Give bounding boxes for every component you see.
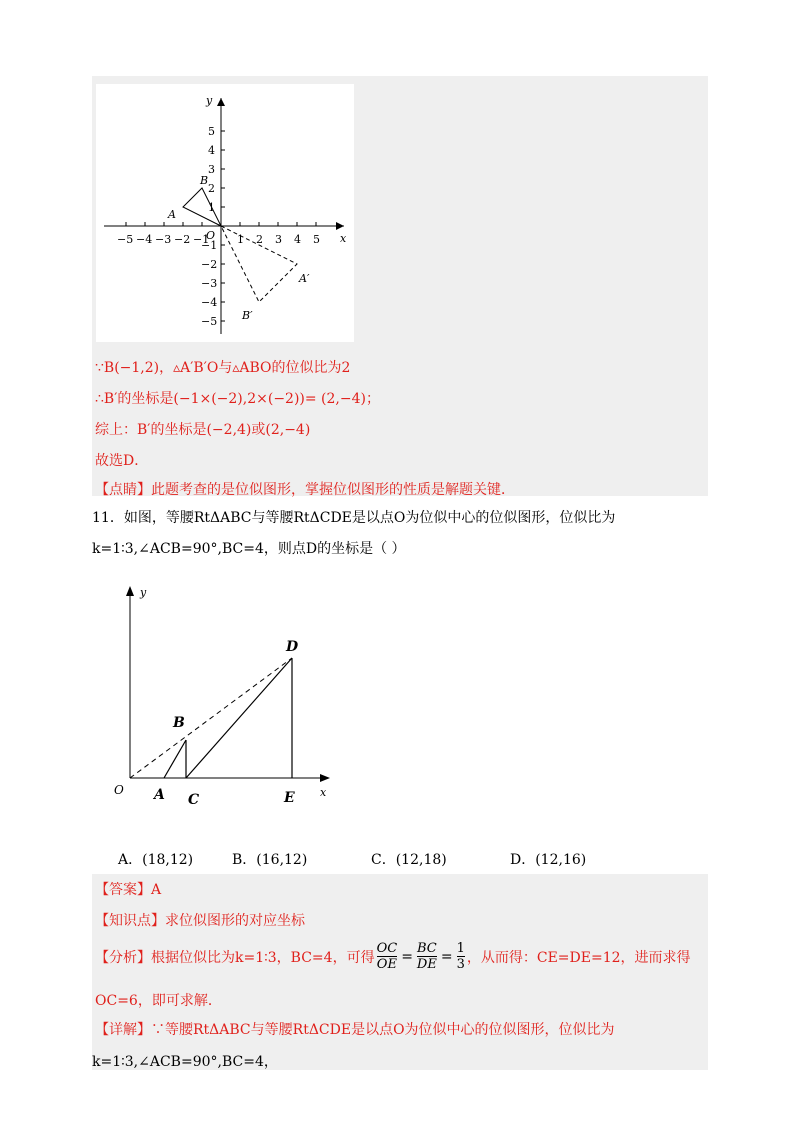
- point-e-label: E: [284, 790, 295, 806]
- option-a[interactable]: A．(18,12): [118, 852, 194, 868]
- x-tick: 4: [294, 233, 301, 246]
- y-tick: 1: [208, 201, 215, 214]
- x-tick: −3: [155, 233, 172, 246]
- point-a-prime-label: A′: [299, 272, 310, 285]
- coordinate-plane-svg: [96, 84, 354, 342]
- fraction-one-third: [457, 941, 465, 972]
- x-tick: −2: [174, 233, 191, 246]
- x-tick: 5: [313, 233, 320, 246]
- x-tick: 1: [237, 233, 244, 246]
- y-tick: −5: [201, 315, 218, 328]
- fraction-denominator: DE: [416, 957, 437, 972]
- point-o-label: O: [114, 783, 124, 797]
- solution-line-3: 综上：B′的坐标是(−2,4)或(2,−4): [95, 422, 311, 438]
- fraction-denominator: OE: [376, 957, 397, 972]
- point-b-label: B: [200, 174, 209, 187]
- solution-comment: 【点睛】此题考查的是位似图形，掌握位似图形的性质是解题关键．: [95, 482, 515, 498]
- fraction-equation: [375, 941, 467, 972]
- analysis-line-2: OC=6，即可求解．: [95, 993, 222, 1009]
- shaded-block-bottom: [92, 874, 708, 1070]
- fraction-numerator: BC: [417, 941, 437, 956]
- question-line-2: k=1∶3,∠ACB=90°,BC=4，则点D的坐标是（ ）: [92, 541, 406, 557]
- similar-triangles-figure: [108, 580, 338, 810]
- y-tick: −2: [201, 258, 218, 271]
- option-b[interactable]: B．(16,12): [232, 852, 308, 868]
- solution-line-2: ∴B′的坐标是(−1×(−2),2×(−2))= (2,−4)；: [95, 391, 380, 407]
- equals-sign: =: [440, 948, 453, 965]
- solution-line-4: 故选D．: [95, 453, 149, 469]
- point-b-label: B: [173, 715, 185, 731]
- analysis-line-1: [95, 941, 691, 972]
- y-tick: 5: [208, 125, 215, 138]
- point-b-prime-label: B′: [242, 309, 253, 322]
- fraction-bc-de: [417, 941, 437, 972]
- analysis-suffix: ，从而得：CE=DE=12，进而求得: [466, 949, 691, 966]
- similar-triangles-svg: [108, 580, 338, 810]
- x-axis-label: x: [340, 232, 347, 245]
- detail-line-1: 【详解】∵等腰RtΔABC与等腰RtΔCDE是以点O为位似中心的位似图形，位似比为: [95, 1022, 615, 1038]
- point-a-label: A: [154, 787, 165, 803]
- x-tick: −5: [117, 233, 134, 246]
- point-c-label: C: [188, 792, 200, 808]
- question-line-1: 11．如图，等腰RtΔABC与等腰RtΔCDE是以点O为位似中心的位似图形，位似比为: [92, 510, 616, 526]
- point-d-label: D: [286, 639, 299, 655]
- fraction-numerator: OC: [376, 941, 398, 956]
- x-tick: −1: [193, 233, 210, 246]
- analysis-prefix: 【分析】根据位似比为k=1∶3，BC=4，可得: [95, 949, 375, 966]
- x-tick: 3: [275, 233, 282, 246]
- y-tick: 3: [208, 163, 215, 176]
- y-axis-label: y: [206, 94, 213, 107]
- coordinate-figure-1: [96, 84, 354, 342]
- triangle-abo: [183, 188, 221, 226]
- option-d[interactable]: D．(12,16): [510, 852, 587, 868]
- y-tick: 2: [208, 182, 215, 195]
- knowledge-point: 【知识点】求位似图形的对应坐标: [95, 913, 305, 929]
- x-tick: −4: [136, 233, 153, 246]
- y-tick: −3: [201, 277, 218, 290]
- point-a-label: A: [168, 208, 176, 221]
- fraction-oc-oe: [377, 941, 398, 972]
- x-axis-label: x: [320, 786, 327, 799]
- y-tick: −4: [201, 296, 218, 309]
- x-tick: 2: [256, 233, 263, 246]
- detail-line-2: k=1∶3,∠ACB=90°,BC=4，: [92, 1054, 278, 1070]
- equals-sign: =: [401, 948, 413, 965]
- y-tick: 4: [208, 144, 215, 157]
- y-tick: −1: [201, 239, 218, 252]
- fraction-denominator: 3: [456, 957, 465, 972]
- point-o-label: O: [206, 229, 216, 242]
- y-axis-label: y: [140, 586, 147, 599]
- fraction-numerator: 1: [456, 941, 465, 956]
- option-c[interactable]: C．(12,18): [371, 852, 447, 868]
- answer-label: 【答案】A: [95, 882, 162, 898]
- dashed-line-od: [130, 658, 292, 778]
- solution-line-1: ∵B(−1,2)，▵A′B′O与▵ABO的位似比为2: [95, 360, 351, 376]
